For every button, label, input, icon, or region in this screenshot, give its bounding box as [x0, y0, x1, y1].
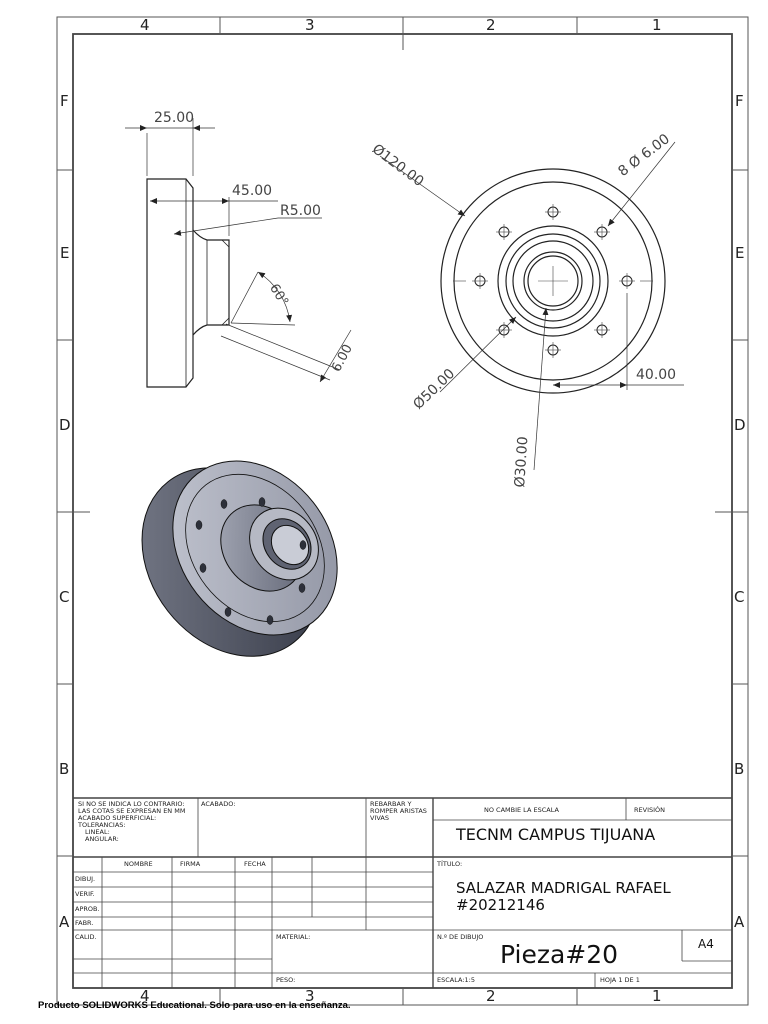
zone-left-C: C [59, 588, 70, 606]
isometric-view [105, 428, 371, 691]
zone-right-B: B [734, 760, 745, 778]
zone-bottom-4: 4 [140, 987, 150, 1005]
numero-dibujo-label: N.º DE DIBUJO [437, 933, 484, 941]
zone-bottom-3: 3 [305, 987, 315, 1005]
titulo-label: TÍTULO: [437, 860, 463, 868]
zone-right-C: C [734, 588, 745, 606]
no-cambie-escala: NO CAMBIE LA ESCALA [484, 806, 559, 814]
rebarbar-line-2: ROMPER ARISTAS [370, 807, 427, 815]
front-view-dimensions [380, 142, 684, 470]
side-view [147, 179, 229, 387]
side-view-dimensions [125, 118, 351, 382]
zone-left-D: D [59, 416, 71, 434]
row-dibuj: DIBUJ. [75, 875, 96, 883]
zone-top-3: 3 [305, 16, 315, 34]
notes-line-6: ANGULAR: [85, 835, 119, 843]
drawing-title-line-2: #20212146 [456, 896, 545, 914]
zone-right-F: F [735, 92, 744, 110]
dimension-offset-40: 40.00 [636, 367, 677, 383]
notes-line-1: SI NO SE INDICA LO CONTRARIO: [78, 800, 185, 808]
zone-right-A: A [734, 913, 745, 931]
peso-label: PESO: [276, 976, 296, 984]
dimension-chamfer-6: 6.00 [329, 341, 356, 375]
column-fecha: FECHA [244, 860, 266, 868]
drawing-number: Pieza#20 [500, 940, 619, 969]
educational-watermark: Producto SOLIDWORKS Educational. Solo para uso en la enseñanza. [38, 1000, 351, 1011]
acabado-label: ACABADO: [201, 800, 236, 808]
notes-line-2: LAS COTAS SE EXPRESAN EN MM [78, 807, 186, 815]
dimension-length-45: 45.00 [232, 183, 273, 199]
row-aprob: APROB. [75, 905, 100, 913]
dimension-diameter-30: Ø30.00 [512, 435, 532, 489]
rebarbar-line-1: REBARBAR Y [370, 800, 412, 808]
zone-left-F: F [60, 92, 69, 110]
zone-bottom-1: 1 [652, 987, 662, 1005]
zone-right-E: E [735, 244, 745, 262]
zone-left-B: B [59, 760, 70, 778]
front-view [441, 169, 665, 393]
zone-top-2: 2 [486, 16, 496, 34]
zone-right-D: D [734, 416, 746, 434]
dimension-radius-5: R5.00 [280, 203, 321, 219]
zone-left-E: E [60, 244, 70, 262]
column-firma: FIRMA [180, 860, 201, 868]
dimension-angle-60: 60° [266, 281, 292, 309]
notes-line-3: ACABADO SUPERFICIAL: [78, 814, 157, 822]
zone-top-1: 1 [652, 16, 662, 34]
notes-line-5: LINEAL: [85, 828, 110, 836]
zone-left-A: A [59, 913, 70, 931]
dimension-width-25: 25.00 [154, 110, 195, 126]
company-name: TECNM CAMPUS TIJUANA [456, 825, 656, 844]
rebarbar-line-3: VIVAS [370, 814, 389, 822]
column-nombre: NOMBRE [124, 860, 153, 868]
dimension-diameter-50: Ø50.00 [410, 365, 459, 413]
notes-line-4: TOLERANCIAS: [78, 821, 126, 829]
zone-top-4: 4 [140, 16, 150, 34]
escala-label: ESCALA:1:5 [437, 976, 475, 984]
row-verif: VERIF. [75, 890, 95, 898]
material-label: MATERIAL: [276, 933, 311, 941]
drawing-title-line-1: SALAZAR MADRIGAL RAFAEL [456, 879, 671, 897]
dimension-holes-8x6: 8 Ø 6.00 [615, 131, 673, 180]
zone-bottom-2: 2 [486, 987, 496, 1005]
revision-label: REVISIÓN [634, 806, 666, 814]
dimension-diameter-120: Ø120.00 [368, 141, 427, 191]
hoja-label: HOJA 1 DE 1 [600, 976, 640, 984]
sheet-size: A4 [698, 937, 714, 951]
row-calid: CALID. [75, 933, 97, 941]
row-fabr: FABR. [75, 919, 94, 927]
